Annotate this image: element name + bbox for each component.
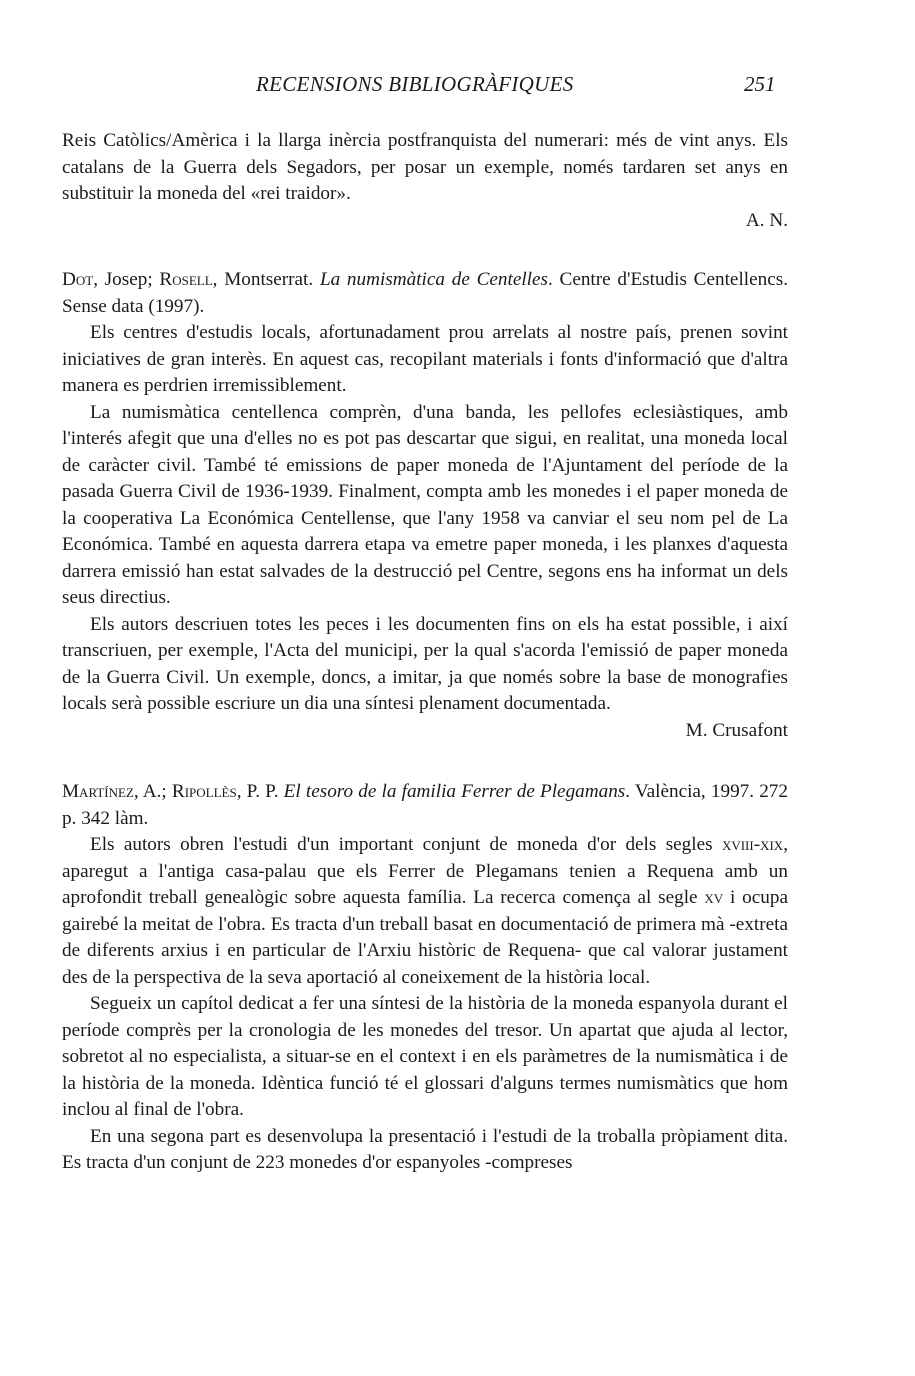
- review-entry-martinez-ripolles: [62, 779, 788, 832]
- page-number: 251: [744, 72, 776, 96]
- author-given: , Josep;: [93, 269, 160, 290]
- continued-paragraph: Reis Catòlics/Amèrica i la llarga inèrcia postfranquista del numerari: més de vint anys. Els catalans de la Guerra dels Segadors, per posar un exemple, només tardaren set anys en substituir la moneda del «rei traidor».: [62, 130, 788, 204]
- book-title: El tesoro de la familia Ferrer de Plegamans: [283, 781, 626, 802]
- running-header: [0, 72, 915, 102]
- signature-crusafont: M. Crusafont: [685, 719, 788, 741]
- author-surname: Dot: [62, 269, 94, 290]
- review-entry-dot-rosell: [62, 267, 788, 320]
- publication-info: . Centre d'Estudis Centellencs. Sense data (1997).: [62, 269, 788, 317]
- publication-info: . València, 1997. 272 p. 342 làm.: [62, 781, 788, 829]
- review-paragraph: En una segona part es desenvolupa la presentació i l'estudi de la troballa pròpiament dita. Es tracta d'un conjunt de 223 monedes d'or espanyoles -compreses: [62, 1125, 788, 1173]
- review-paragraph: La numismàtica centellenca comprèn, d'una banda, les pellofes eclesiàstiques, amb l'interés afegit que una d'elles no es pot pas descartar que sigui, en realitat, una moneda local de caràcter civil. També té emissions de paper moneda de l'Ajuntament del període de la pasada Guerra Civil de 1936-1939. Finalment, compta amb les monedes i el paper moneda de la cooperativa La Económica Centellense, que l'any 1958 va canviar el seu nom pel de La Económica. També en aquesta darrera etapa va emetre paper moneda, i les planxes d'aquesta darrera emissió han estat salvades de la destrucció pel Centre, segons ens ha informat un dels seus directius.: [62, 401, 788, 608]
- author-surname: Ripollès: [171, 781, 237, 802]
- century-small-caps: xv: [704, 887, 724, 908]
- text-run: , aparegut a l'antiga casa-palau que els Ferrer de Plegamans tenien a Requena amb un aprofondit treball genealògic sobre aquesta família. La recerca comença al segle: [62, 834, 788, 908]
- body-text: [62, 128, 788, 1177]
- centuries-small-caps: xviii-xix: [721, 834, 784, 855]
- text-run: Els autors obren l'estudi d'un important conjunt de moneda d'or dels segles: [90, 834, 722, 855]
- review-paragraph: Els centres d'estudis locals, afortunadament prou arrelats al nostre país, prenen sovint iniciatives de gran interès. En aquest cas, recopilant materials i fonts d'informació que d'altra manera es perdrien irremissiblement.: [62, 322, 788, 396]
- author-given: , Montserrat.: [212, 269, 320, 290]
- running-title: RECENSIONS BIBLIOGRÀFIQUES: [256, 72, 574, 96]
- author-surname: Martínez: [62, 781, 134, 802]
- signature-an: A. N.: [745, 209, 788, 231]
- text-run: i ocupa gairebé la meitat de l'obra. Es tracta d'un treball basat en documentació de primera mà -extreta de diferents arxius i en particular de l'Arxiu històric de Requena- que cal valorar justament des de la perspectiva de la seva aportació al coneixement de la història local.: [62, 887, 788, 988]
- review-paragraph: [62, 832, 788, 991]
- book-title: La numismàtica de Centelles: [319, 269, 548, 290]
- review-paragraph: Els autors descriuen totes les peces i les documenten fins on els ha estat possible, i així transcriuen, per exemple, l'Acta del municipi, per la qual s'acorda l'emissió de paper moneda de la Guerra Civil. Un exemple, doncs, a imitar, ja que només sobre la base de monografies locals serà possible escriure un dia una síntesi plenament documentada.: [62, 613, 788, 714]
- author-given: , A.;: [133, 781, 172, 802]
- author-given: , P. P.: [236, 781, 284, 802]
- author-surname: Rosell: [159, 269, 213, 290]
- review-paragraph: Segueix un capítol dedicat a fer una síntesi de la història de la moneda espanyola durant el període comprès per la cronologia de les monedes del tresor. Un apartat que ajuda al lector, sobretot al no especialista, a situar-se en el context i en els paràmetres de la numismàtica i de la història de la moneda. Idèntica funció té el glossari d'alguns termes numismàtics que hom inclou al final de l'obra.: [62, 993, 788, 1120]
